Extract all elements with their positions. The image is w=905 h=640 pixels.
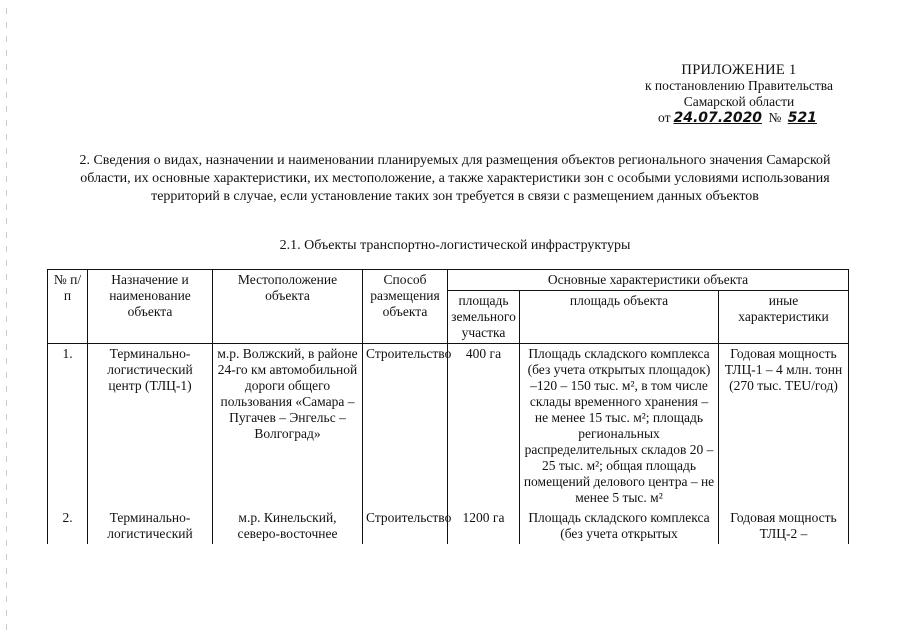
- section-title: 2. Сведения о видах, назначении и наименовании планируемых для размещения объектов регионального значения Самарской области, их основные характеристики, их местоположение, а также характеристики зон с особыми условиями использования территорий в случае, если установление таких зон требуется в связи с размещением данных объектов: [79, 153, 831, 204]
- cell-other: Годовая мощность ТЛЦ-2 –: [719, 508, 849, 544]
- cell-num: 1.: [48, 344, 88, 509]
- cell-method: Строительство: [363, 344, 448, 509]
- appendix-line-1: к постановлению Правительства: [644, 78, 833, 93]
- header-object-area: площадь объекта: [520, 291, 719, 344]
- header-land-area: площадь земельного участка: [448, 291, 520, 344]
- cell-method: Строительство: [363, 508, 448, 544]
- table-row: [48, 508, 849, 544]
- date-prefix: от: [658, 110, 671, 125]
- handwritten-number: 521: [787, 110, 817, 126]
- cell-num: 2.: [48, 508, 88, 544]
- header-name: Назначение и наименование объекта: [88, 270, 213, 344]
- number-prefix: №: [768, 110, 782, 125]
- cell-location: м.р. Кинельский, северо-восточнее: [213, 508, 363, 544]
- cell-object-area: Площадь складского комплекса (без учета открытых площадок) –120 – 150 тыс. м², в том числе склады временного хранения – не менее 15 тыс. м²; площадь региональных распределительных складов 20 – 25 тыс. м²; общая площадь помещений делового центра – не менее 5 тыс. м²: [520, 344, 719, 509]
- cell-object-area: Площадь складского комплекса (без учета открытых: [520, 508, 719, 544]
- header-method: Способ размещения объекта: [363, 270, 448, 344]
- cell-land-area: 400 га: [448, 344, 520, 509]
- cell-land-area: 1200 га: [448, 508, 520, 544]
- header-num: № п/п: [48, 270, 88, 344]
- appendix-date-line: [645, 110, 833, 126]
- scan-margin-line: [6, 8, 7, 638]
- cell-name: Терминально-логистический: [88, 508, 213, 544]
- cell-location: м.р. Волжский, в районе 24-го км автомобильной дороги общего пользования «Самара – Пугачев – Энгельс – Волгоград»: [213, 344, 363, 509]
- objects-table: [47, 269, 849, 544]
- appendix-header: [645, 62, 833, 126]
- appendix-line-2: Самарской области: [683, 94, 795, 109]
- handwritten-date: 24.07.2020: [673, 110, 763, 126]
- header-other: иные характеристики: [719, 291, 849, 344]
- header-location: Местоположение объекта: [213, 270, 363, 344]
- appendix-title: ПРИЛОЖЕНИЕ 1: [681, 62, 797, 78]
- cell-name: Терминально-логистический центр (ТЛЦ-1): [88, 344, 213, 509]
- subsection-title: 2.1. Объекты транспортно-логистической инфраструктуры: [279, 238, 631, 253]
- header-characteristics: Основные характеристики объекта: [448, 270, 849, 291]
- table-row: [48, 344, 849, 509]
- cell-other: Годовая мощность ТЛЦ-1 – 4 млн. тонн (270 тыс. TEU/год): [719, 344, 849, 509]
